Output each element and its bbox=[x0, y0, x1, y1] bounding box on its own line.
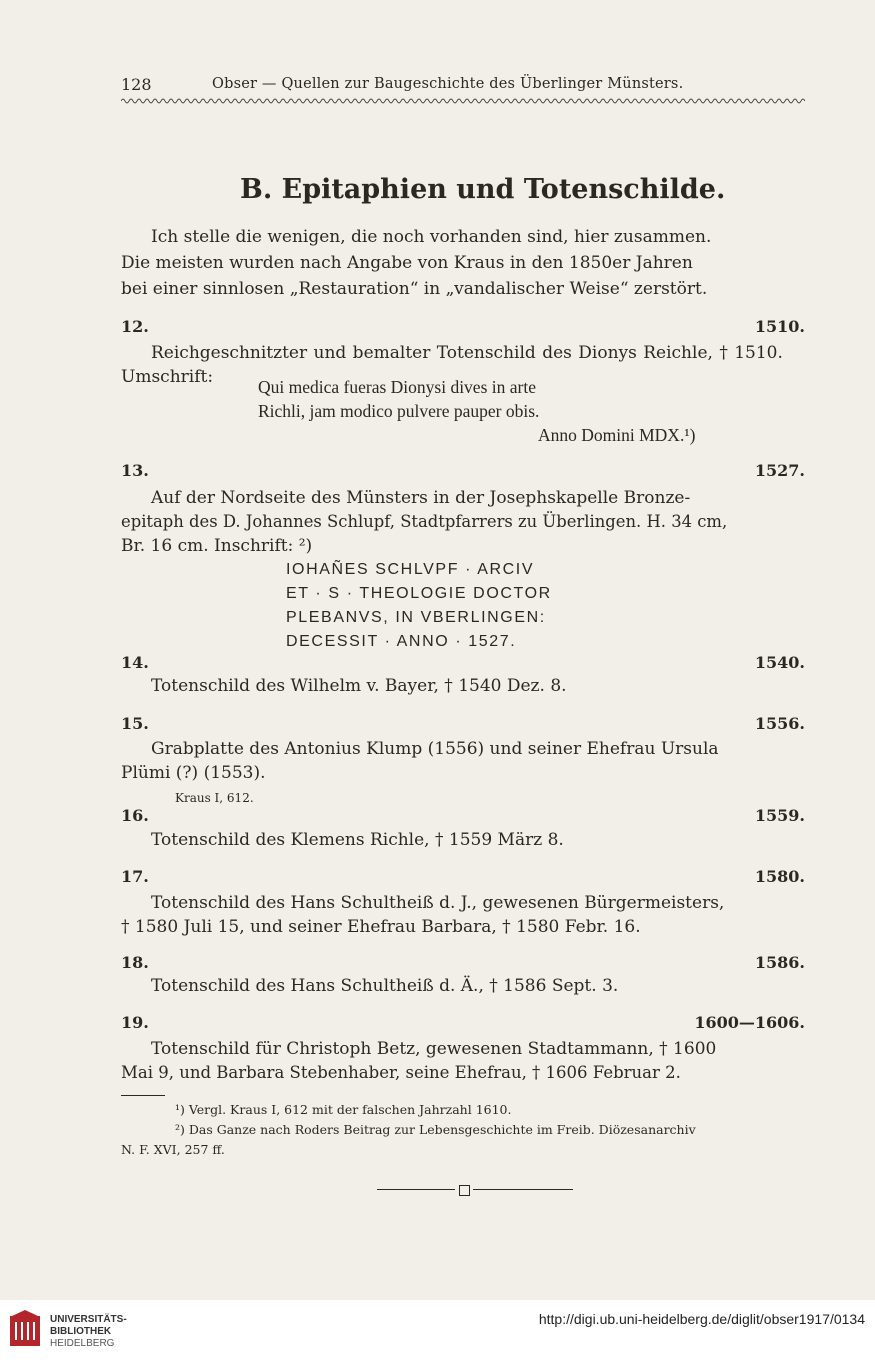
entry-year: 1540. bbox=[754, 653, 805, 672]
intro-line-1: Ich stelle die wenigen, die noch vorhanden sind, hier zusammen. bbox=[151, 227, 712, 247]
library-logo-line-3: HEIDELBERG bbox=[50, 1338, 115, 1349]
entry-text: Auf der Nordseite des Münsters in der Josephskapelle Bronze- bbox=[151, 488, 691, 508]
footnote-2: ²) Das Ganze nach Roders Beitrag zur Lebensgeschichte im Freib. Diözesanarchiv bbox=[175, 1122, 696, 1137]
latin-date: Anno Domini MDX.¹) bbox=[538, 425, 696, 445]
entry-year: 1510. bbox=[754, 317, 805, 336]
entry-year: 1580. bbox=[754, 867, 805, 886]
entry-text: Totenschild für Christoph Betz, gewesenen Stadtammann, † 1600 bbox=[151, 1039, 717, 1059]
footnote-rule bbox=[121, 1095, 165, 1096]
intro-line-2: Die meisten wurden nach Angabe von Kraus in den 1850er Jahren bbox=[121, 253, 693, 273]
latin-verse: Qui medica fueras Dionysi dives in arte bbox=[258, 377, 536, 397]
section-title: B. Epitaphien und Totenschilde. bbox=[240, 174, 726, 205]
entry-number: 13. bbox=[121, 461, 149, 480]
inscription-line: IOHAÑES SCHLVPF · ARCIV bbox=[286, 561, 535, 578]
entry-number: 14. bbox=[121, 653, 149, 672]
library-logo-icon bbox=[8, 1310, 42, 1350]
footnote-2-continued: N. F. XVI, 257 ff. bbox=[121, 1142, 225, 1157]
running-title: Obser — Quellen zur Baugeschichte des Überlinger Münsters. bbox=[212, 76, 684, 92]
library-logo-line-2: BIBLIOTHEK bbox=[50, 1326, 112, 1337]
inscription-line: DECESSIT · ANNO · 1527. bbox=[286, 633, 517, 650]
entry-number: 18. bbox=[121, 953, 149, 972]
entry-year: 1559. bbox=[754, 806, 805, 825]
library-logo-line-1: UNIVERSITÄTS- bbox=[50, 1314, 127, 1325]
page-number: 128 bbox=[121, 75, 152, 94]
entry-number: 17. bbox=[121, 867, 149, 886]
source-url[interactable]: http://digi.ub.uni-heidelberg.de/diglit/obser1917/0134 bbox=[538, 1311, 865, 1327]
entry-text: Totenschild des Wilhelm v. Bayer, † 1540 Dez. 8. bbox=[151, 676, 567, 696]
inscription-line: ET · S · THEOLOGIE DOCTOR bbox=[286, 585, 552, 602]
intro-line-3: bei einer sinnlosen „Restauration“ in „vandalischer Weise“ zerstört. bbox=[121, 279, 708, 299]
entry-text: Totenschild des Klemens Richle, † 1559 März 8. bbox=[151, 830, 564, 850]
footer-bar bbox=[0, 1300, 875, 1364]
entry-text: Plümi (?) (1553). bbox=[121, 763, 266, 783]
entry-year: 1600—1606. bbox=[694, 1013, 805, 1032]
inscription-line: PLEBANVS, IN VBERLINGEN: bbox=[286, 609, 546, 626]
entry-reference: Kraus I, 612. bbox=[175, 791, 254, 805]
entry-text: Br. 16 cm. Inschrift: ²) bbox=[121, 536, 313, 556]
entry-text: Totenschild des Hans Schultheiß d. Ä., † 1586 Sept. 3. bbox=[151, 976, 619, 996]
entry-year: 1527. bbox=[754, 461, 805, 480]
entry-text: Umschrift: bbox=[121, 367, 214, 387]
header-wavy-rule bbox=[121, 97, 805, 105]
end-ornament bbox=[377, 1185, 573, 1195]
entry-text: Mai 9, und Barbara Stebenhaber, seine Ehefrau, † 1606 Februar 2. bbox=[121, 1063, 681, 1082]
footnote-1: ¹) Vergl. Kraus I, 612 mit der falschen Jahrzahl 1610. bbox=[175, 1102, 512, 1117]
entry-number: 19. bbox=[121, 1013, 149, 1032]
latin-verse: Richli, jam modico pulvere pauper obis. bbox=[258, 401, 540, 421]
entry-text: Grabplatte des Antonius Klump (1556) und seiner Ehefrau Ursula bbox=[151, 739, 719, 759]
entry-number: 16. bbox=[121, 806, 149, 825]
entry-text: Totenschild des Hans Schultheiß d. J., gewesenen Bürgermeisters, bbox=[151, 893, 725, 913]
entry-year: 1556. bbox=[754, 714, 805, 733]
entry-text: Reichgeschnitzter und bemalter Totenschild des Dionys Reichle, † 1510. bbox=[151, 343, 783, 363]
entry-number: 12. bbox=[121, 317, 149, 336]
entry-number: 15. bbox=[121, 714, 149, 733]
entry-text: † 1580 Juli 15, und seiner Ehefrau Barbara, † 1580 Febr. 16. bbox=[121, 917, 641, 937]
entry-year: 1586. bbox=[754, 953, 805, 972]
entry-text: epitaph des D. Johannes Schlupf, Stadtpfarrers zu Überlingen. H. 34 cm, bbox=[121, 512, 728, 531]
